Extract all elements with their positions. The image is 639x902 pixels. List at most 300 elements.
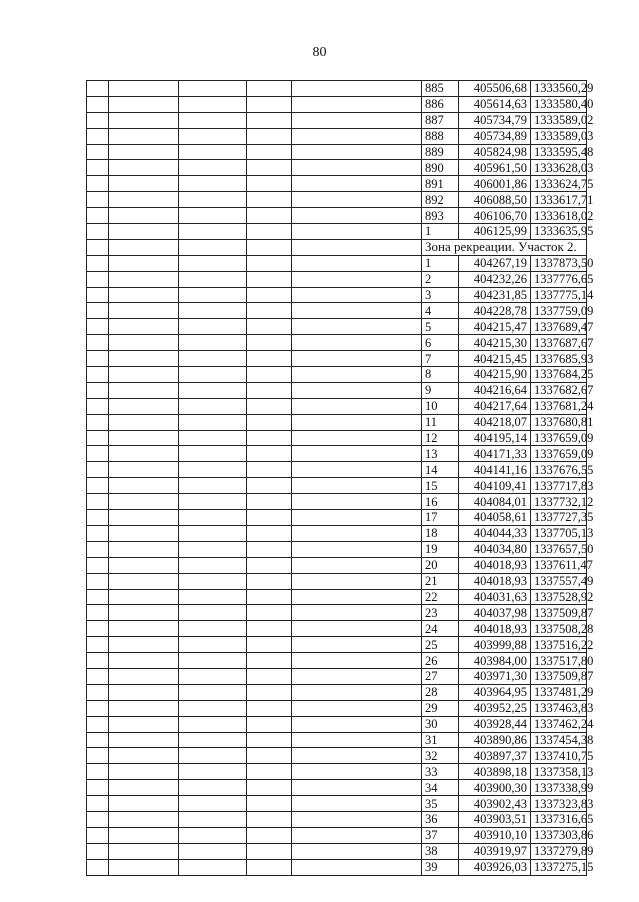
empty-cell bbox=[292, 811, 422, 827]
empty-cell bbox=[292, 192, 422, 208]
y-coordinate-cell: 1337323,83 bbox=[531, 796, 587, 812]
empty-cell bbox=[179, 573, 247, 589]
table-row bbox=[87, 96, 587, 112]
x-coordinate-cell: 405614,63 bbox=[459, 96, 531, 112]
empty-cell bbox=[179, 716, 247, 732]
empty-cell bbox=[247, 335, 292, 351]
empty-cell bbox=[292, 668, 422, 684]
empty-cell bbox=[87, 224, 109, 240]
empty-cell bbox=[87, 271, 109, 287]
empty-cell bbox=[109, 96, 179, 112]
empty-cell bbox=[109, 160, 179, 176]
point-number-cell: 3 bbox=[422, 287, 459, 303]
empty-cell bbox=[179, 398, 247, 414]
empty-cell bbox=[109, 112, 179, 128]
empty-cell bbox=[87, 557, 109, 573]
point-number-cell: 18 bbox=[422, 525, 459, 541]
table-row bbox=[87, 700, 587, 716]
empty-cell bbox=[179, 843, 247, 859]
empty-cell bbox=[179, 271, 247, 287]
empty-cell bbox=[292, 303, 422, 319]
table-row bbox=[87, 303, 587, 319]
empty-cell bbox=[292, 382, 422, 398]
empty-cell bbox=[247, 224, 292, 240]
empty-cell bbox=[87, 208, 109, 224]
empty-cell bbox=[179, 859, 247, 875]
y-coordinate-cell: 1337681,24 bbox=[531, 398, 587, 414]
y-coordinate-cell: 1337684,25 bbox=[531, 367, 587, 383]
empty-cell bbox=[292, 684, 422, 700]
empty-cell bbox=[292, 637, 422, 653]
y-coordinate-cell: 1337508,28 bbox=[531, 621, 587, 637]
y-coordinate-cell: 1337776,65 bbox=[531, 271, 587, 287]
table-row bbox=[87, 796, 587, 812]
empty-cell bbox=[292, 160, 422, 176]
y-coordinate-cell: 1337659,09 bbox=[531, 446, 587, 462]
empty-cell bbox=[292, 478, 422, 494]
empty-cell bbox=[87, 128, 109, 144]
empty-cell bbox=[292, 732, 422, 748]
y-coordinate-cell: 1333617,71 bbox=[531, 192, 587, 208]
zone-heading: Зона рекреации. Участок 2. bbox=[422, 239, 587, 255]
point-number-cell: 33 bbox=[422, 764, 459, 780]
point-number-cell: 29 bbox=[422, 700, 459, 716]
point-number-cell: 1 bbox=[422, 255, 459, 271]
table-row bbox=[87, 637, 587, 653]
empty-cell bbox=[292, 319, 422, 335]
y-coordinate-cell: 1333580,40 bbox=[531, 96, 587, 112]
x-coordinate-cell: 405734,79 bbox=[459, 112, 531, 128]
empty-cell bbox=[247, 668, 292, 684]
empty-cell bbox=[109, 192, 179, 208]
point-number-cell: 885 bbox=[422, 81, 459, 97]
empty-cell bbox=[179, 112, 247, 128]
y-coordinate-cell: 1333635,95 bbox=[531, 224, 587, 240]
empty-cell bbox=[179, 621, 247, 637]
empty-cell bbox=[109, 732, 179, 748]
y-coordinate-cell: 1333618,02 bbox=[531, 208, 587, 224]
empty-cell bbox=[292, 827, 422, 843]
empty-cell bbox=[87, 462, 109, 478]
point-number-cell: 13 bbox=[422, 446, 459, 462]
empty-cell bbox=[292, 208, 422, 224]
empty-cell bbox=[179, 224, 247, 240]
empty-cell bbox=[247, 81, 292, 97]
point-number-cell: 28 bbox=[422, 684, 459, 700]
empty-cell bbox=[247, 700, 292, 716]
empty-cell bbox=[247, 764, 292, 780]
table-row bbox=[87, 716, 587, 732]
empty-cell bbox=[179, 462, 247, 478]
y-coordinate-cell: 1337873,50 bbox=[531, 255, 587, 271]
x-coordinate-cell: 404267,19 bbox=[459, 255, 531, 271]
empty-cell bbox=[292, 96, 422, 112]
table-row bbox=[87, 430, 587, 446]
empty-cell bbox=[87, 239, 109, 255]
empty-cell bbox=[109, 430, 179, 446]
empty-cell bbox=[109, 764, 179, 780]
empty-cell bbox=[292, 144, 422, 160]
x-coordinate-cell: 404141,16 bbox=[459, 462, 531, 478]
table-row bbox=[87, 160, 587, 176]
empty-cell bbox=[179, 637, 247, 653]
x-coordinate-cell: 404031,63 bbox=[459, 589, 531, 605]
empty-cell bbox=[179, 684, 247, 700]
y-coordinate-cell: 1333589,03 bbox=[531, 128, 587, 144]
empty-cell bbox=[87, 653, 109, 669]
empty-cell bbox=[109, 748, 179, 764]
empty-cell bbox=[109, 462, 179, 478]
x-coordinate-cell: 406088,50 bbox=[459, 192, 531, 208]
point-number-cell: 890 bbox=[422, 160, 459, 176]
y-coordinate-cell: 1337775,14 bbox=[531, 287, 587, 303]
x-coordinate-cell: 403971,30 bbox=[459, 668, 531, 684]
empty-cell bbox=[247, 525, 292, 541]
point-number-cell: 20 bbox=[422, 557, 459, 573]
empty-cell bbox=[292, 748, 422, 764]
empty-cell bbox=[109, 351, 179, 367]
empty-cell bbox=[292, 271, 422, 287]
x-coordinate-cell: 404195,14 bbox=[459, 430, 531, 446]
empty-cell bbox=[109, 716, 179, 732]
empty-cell bbox=[87, 684, 109, 700]
empty-cell bbox=[179, 176, 247, 192]
point-number-cell: 38 bbox=[422, 843, 459, 859]
empty-cell bbox=[247, 843, 292, 859]
empty-cell bbox=[179, 478, 247, 494]
point-number-cell: 36 bbox=[422, 811, 459, 827]
empty-cell bbox=[179, 525, 247, 541]
empty-cell bbox=[109, 510, 179, 526]
empty-cell bbox=[247, 510, 292, 526]
y-coordinate-cell: 1337528,92 bbox=[531, 589, 587, 605]
y-coordinate-cell: 1337682,67 bbox=[531, 382, 587, 398]
empty-cell bbox=[292, 224, 422, 240]
empty-cell bbox=[292, 843, 422, 859]
point-number-cell: 1 bbox=[422, 224, 459, 240]
empty-cell bbox=[292, 462, 422, 478]
y-coordinate-cell: 1333589,02 bbox=[531, 112, 587, 128]
y-coordinate-cell: 1337657,50 bbox=[531, 541, 587, 557]
y-coordinate-cell: 1337303,86 bbox=[531, 827, 587, 843]
x-coordinate-cell: 404228,78 bbox=[459, 303, 531, 319]
empty-cell bbox=[179, 827, 247, 843]
table-row bbox=[87, 859, 587, 875]
empty-cell bbox=[292, 430, 422, 446]
empty-cell bbox=[292, 81, 422, 97]
table-row bbox=[87, 811, 587, 827]
coordinates-table bbox=[86, 80, 594, 876]
empty-cell bbox=[109, 827, 179, 843]
x-coordinate-cell: 404037,98 bbox=[459, 605, 531, 621]
table-row bbox=[87, 525, 587, 541]
empty-cell bbox=[247, 796, 292, 812]
empty-cell bbox=[247, 112, 292, 128]
empty-cell bbox=[292, 239, 422, 255]
empty-cell bbox=[109, 128, 179, 144]
x-coordinate-cell: 404044,33 bbox=[459, 525, 531, 541]
empty-cell bbox=[87, 796, 109, 812]
x-coordinate-cell: 404231,85 bbox=[459, 287, 531, 303]
empty-cell bbox=[87, 811, 109, 827]
point-number-cell: 25 bbox=[422, 637, 459, 653]
point-number-cell: 22 bbox=[422, 589, 459, 605]
empty-cell bbox=[109, 255, 179, 271]
point-number-cell: 19 bbox=[422, 541, 459, 557]
empty-cell bbox=[247, 144, 292, 160]
table-row bbox=[87, 780, 587, 796]
x-coordinate-cell: 404215,90 bbox=[459, 367, 531, 383]
empty-cell bbox=[292, 335, 422, 351]
y-coordinate-cell: 1333560,29 bbox=[531, 81, 587, 97]
x-coordinate-cell: 404232,26 bbox=[459, 271, 531, 287]
empty-cell bbox=[87, 255, 109, 271]
table-row bbox=[87, 367, 587, 383]
point-number-cell: 14 bbox=[422, 462, 459, 478]
coordinates-table-body bbox=[87, 81, 594, 876]
empty-cell bbox=[179, 557, 247, 573]
point-number-cell: 23 bbox=[422, 605, 459, 621]
empty-cell bbox=[247, 446, 292, 462]
empty-cell bbox=[179, 748, 247, 764]
point-number-cell: 37 bbox=[422, 827, 459, 843]
empty-cell bbox=[87, 541, 109, 557]
table-row bbox=[87, 494, 587, 510]
empty-cell bbox=[87, 430, 109, 446]
x-coordinate-cell: 403903,51 bbox=[459, 811, 531, 827]
empty-cell bbox=[109, 796, 179, 812]
empty-cell bbox=[109, 589, 179, 605]
point-number-cell: 32 bbox=[422, 748, 459, 764]
empty-cell bbox=[247, 859, 292, 875]
y-coordinate-cell: 1337410,75 bbox=[531, 748, 587, 764]
empty-cell bbox=[179, 128, 247, 144]
empty-cell bbox=[87, 700, 109, 716]
table-row bbox=[87, 748, 587, 764]
y-coordinate-cell: 1337516,22 bbox=[531, 637, 587, 653]
empty-cell bbox=[87, 382, 109, 398]
empty-cell bbox=[247, 287, 292, 303]
y-coordinate-cell: 1337611,47 bbox=[531, 557, 587, 573]
empty-cell bbox=[87, 96, 109, 112]
empty-cell bbox=[179, 414, 247, 430]
empty-cell bbox=[87, 398, 109, 414]
empty-cell bbox=[179, 589, 247, 605]
empty-cell bbox=[179, 494, 247, 510]
point-number-cell: 31 bbox=[422, 732, 459, 748]
empty-cell bbox=[109, 271, 179, 287]
empty-cell bbox=[292, 446, 422, 462]
zone-heading-row bbox=[87, 239, 587, 255]
point-number-cell: 39 bbox=[422, 859, 459, 875]
empty-cell bbox=[179, 382, 247, 398]
table-row bbox=[87, 653, 587, 669]
empty-cell bbox=[179, 605, 247, 621]
empty-cell bbox=[247, 732, 292, 748]
table-row bbox=[87, 176, 587, 192]
empty-cell bbox=[109, 668, 179, 684]
empty-cell bbox=[247, 541, 292, 557]
empty-cell bbox=[87, 176, 109, 192]
empty-cell bbox=[292, 525, 422, 541]
empty-cell bbox=[87, 525, 109, 541]
table-row bbox=[87, 144, 587, 160]
empty-cell bbox=[292, 510, 422, 526]
table-row bbox=[87, 589, 587, 605]
empty-cell bbox=[292, 796, 422, 812]
table-row bbox=[87, 208, 587, 224]
point-number-cell: 12 bbox=[422, 430, 459, 446]
point-number-cell: 8 bbox=[422, 367, 459, 383]
empty-cell bbox=[247, 351, 292, 367]
x-coordinate-cell: 403900,30 bbox=[459, 780, 531, 796]
empty-cell bbox=[109, 494, 179, 510]
empty-cell bbox=[247, 621, 292, 637]
empty-cell bbox=[179, 732, 247, 748]
empty-cell bbox=[87, 589, 109, 605]
empty-cell bbox=[179, 510, 247, 526]
point-number-cell: 11 bbox=[422, 414, 459, 430]
empty-cell bbox=[247, 160, 292, 176]
x-coordinate-cell: 403999,88 bbox=[459, 637, 531, 653]
table-row bbox=[87, 319, 587, 335]
x-coordinate-cell: 404084,01 bbox=[459, 494, 531, 510]
empty-cell bbox=[292, 255, 422, 271]
x-coordinate-cell: 405824,98 bbox=[459, 144, 531, 160]
x-coordinate-cell: 404018,93 bbox=[459, 573, 531, 589]
x-coordinate-cell: 403910,10 bbox=[459, 827, 531, 843]
x-coordinate-cell: 404018,93 bbox=[459, 557, 531, 573]
table-row bbox=[87, 764, 587, 780]
point-number-cell: 889 bbox=[422, 144, 459, 160]
x-coordinate-cell: 405506,68 bbox=[459, 81, 531, 97]
empty-cell bbox=[179, 81, 247, 97]
empty-cell bbox=[87, 605, 109, 621]
empty-cell bbox=[292, 605, 422, 621]
x-coordinate-cell: 404218,07 bbox=[459, 414, 531, 430]
x-coordinate-cell: 403926,03 bbox=[459, 859, 531, 875]
y-coordinate-cell: 1337462,24 bbox=[531, 716, 587, 732]
empty-cell bbox=[109, 541, 179, 557]
empty-cell bbox=[179, 335, 247, 351]
table-row bbox=[87, 224, 587, 240]
y-coordinate-cell: 1337279,89 bbox=[531, 843, 587, 859]
empty-cell bbox=[247, 684, 292, 700]
x-coordinate-cell: 404216,64 bbox=[459, 382, 531, 398]
point-number-cell: 5 bbox=[422, 319, 459, 335]
empty-cell bbox=[109, 382, 179, 398]
empty-cell bbox=[247, 653, 292, 669]
empty-cell bbox=[87, 621, 109, 637]
empty-cell bbox=[109, 239, 179, 255]
y-coordinate-cell: 1337463,83 bbox=[531, 700, 587, 716]
empty-cell bbox=[109, 414, 179, 430]
table-row bbox=[87, 478, 587, 494]
table-row bbox=[87, 81, 587, 97]
empty-cell bbox=[247, 716, 292, 732]
empty-cell bbox=[179, 208, 247, 224]
empty-cell bbox=[247, 478, 292, 494]
y-coordinate-cell: 1333624,75 bbox=[531, 176, 587, 192]
empty-cell bbox=[292, 128, 422, 144]
x-coordinate-cell: 403897,37 bbox=[459, 748, 531, 764]
point-number-cell: 4 bbox=[422, 303, 459, 319]
empty-cell bbox=[292, 112, 422, 128]
empty-cell bbox=[87, 478, 109, 494]
empty-cell bbox=[247, 748, 292, 764]
y-coordinate-cell: 1337685,93 bbox=[531, 351, 587, 367]
empty-cell bbox=[247, 128, 292, 144]
y-coordinate-cell: 1337358,13 bbox=[531, 764, 587, 780]
x-coordinate-cell: 403902,43 bbox=[459, 796, 531, 812]
x-coordinate-cell: 403928,44 bbox=[459, 716, 531, 732]
empty-cell bbox=[109, 684, 179, 700]
empty-cell bbox=[292, 573, 422, 589]
y-coordinate-cell: 1337338,99 bbox=[531, 780, 587, 796]
empty-cell bbox=[292, 287, 422, 303]
empty-cell bbox=[179, 303, 247, 319]
empty-cell bbox=[179, 796, 247, 812]
empty-cell bbox=[292, 367, 422, 383]
point-number-cell: 34 bbox=[422, 780, 459, 796]
empty-cell bbox=[87, 335, 109, 351]
table-row bbox=[87, 446, 587, 462]
empty-cell bbox=[109, 367, 179, 383]
empty-cell bbox=[247, 382, 292, 398]
empty-cell bbox=[179, 367, 247, 383]
empty-cell bbox=[247, 303, 292, 319]
empty-cell bbox=[109, 208, 179, 224]
point-number-cell: 30 bbox=[422, 716, 459, 732]
empty-cell bbox=[292, 398, 422, 414]
empty-cell bbox=[87, 764, 109, 780]
empty-cell bbox=[109, 446, 179, 462]
empty-cell bbox=[87, 843, 109, 859]
empty-cell bbox=[292, 764, 422, 780]
y-coordinate-cell: 1337705,13 bbox=[531, 525, 587, 541]
empty-cell bbox=[179, 668, 247, 684]
empty-cell bbox=[247, 271, 292, 287]
table-row bbox=[87, 287, 587, 303]
empty-cell bbox=[109, 605, 179, 621]
x-coordinate-cell: 404034,80 bbox=[459, 541, 531, 557]
y-coordinate-cell: 1337732,12 bbox=[531, 494, 587, 510]
table-row bbox=[87, 462, 587, 478]
empty-cell bbox=[87, 303, 109, 319]
empty-cell bbox=[179, 811, 247, 827]
empty-cell bbox=[87, 160, 109, 176]
table-row bbox=[87, 112, 587, 128]
x-coordinate-cell: 406125,99 bbox=[459, 224, 531, 240]
point-number-cell: 10 bbox=[422, 398, 459, 414]
y-coordinate-cell: 1337659,09 bbox=[531, 430, 587, 446]
table-row bbox=[87, 128, 587, 144]
empty-cell bbox=[247, 192, 292, 208]
empty-cell bbox=[292, 700, 422, 716]
empty-cell bbox=[109, 859, 179, 875]
empty-cell bbox=[247, 780, 292, 796]
empty-cell bbox=[247, 414, 292, 430]
point-number-cell: 24 bbox=[422, 621, 459, 637]
empty-cell bbox=[87, 112, 109, 128]
empty-cell bbox=[87, 367, 109, 383]
empty-cell bbox=[87, 351, 109, 367]
empty-cell bbox=[247, 557, 292, 573]
y-coordinate-cell: 1337557,49 bbox=[531, 573, 587, 589]
empty-cell bbox=[87, 144, 109, 160]
point-number-cell: 886 bbox=[422, 96, 459, 112]
empty-cell bbox=[87, 319, 109, 335]
